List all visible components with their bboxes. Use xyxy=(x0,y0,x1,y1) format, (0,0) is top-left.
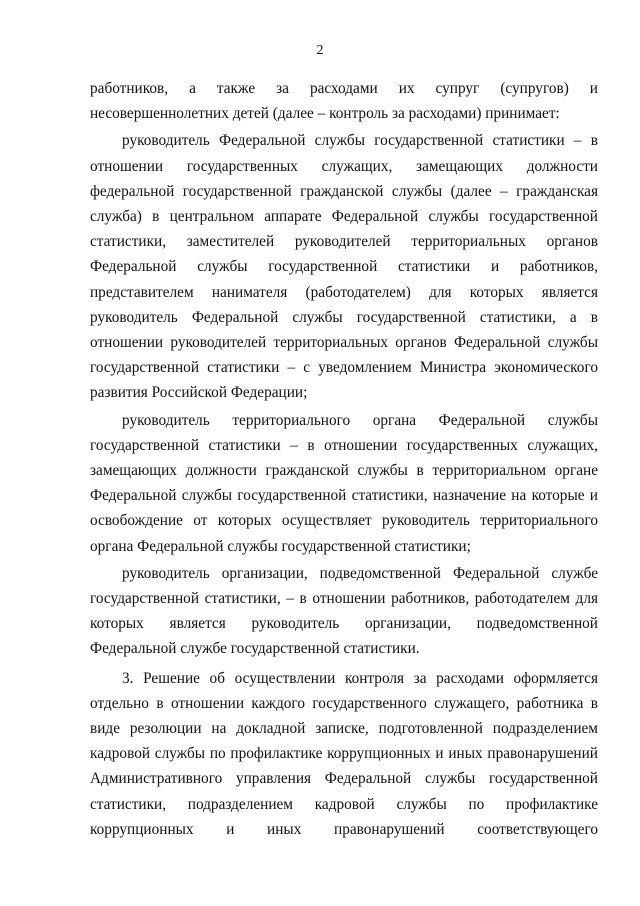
paragraph-head-of-organization: руководитель организации, подведомственной Федеральной службе государственной статистики, – в отношении работников, работодателем для которых является руководитель организации, подведомственной Федеральной службе государственной статистики. xyxy=(90,564,598,658)
paragraph-continuation: работников, а также за расходами их супруг (супругов) и несовершеннолетних детей (далее – контроль за расходами) принимает: xyxy=(90,80,598,123)
paragraph-item-3: 3. Решение об осуществлении контроля за расходами оформляется отдельно в отношении каждого государственного служащего, работника в виде резолюции на докладной записке, подготовленной подразделением кадровой службы по профилактике коррупционных и иных правонарушений Административного управления Федеральной службы государственной статистики, подразделением кадровой службы по профилактике коррупционных и иных правонарушений соответствующего xyxy=(90,669,598,838)
paragraph-head-of-territorial-body: руководитель территориального органа Федеральной службы государственной статистики – в отношении государственных служащих, замещающих должности гражданской службы в территориальном органе Федеральной службы государственной статистики, назначение на которые и освобождение от которых осуществляет руководитель территориального органа Федеральной службы государственной статистики; xyxy=(90,411,598,555)
paragraph-head-of-service: руководитель Федеральной службы государственной статистики – в отношении государственных служащих, замещающих должности федеральной государственной гражданской службы (далее – гражданская служба) в центральном аппарате Федеральной службы государственной статистики, заместителей руководителей территориальных органов Федеральной службы государственной статистики и работников, представителем нанимателя (работодателем) для которых является руководитель Федеральной службы государственной статистики, а в отношении руководителей территориальных органов Федеральной службы государственной статистики – с уведомлением Министра экономического развития Российской Федерации; xyxy=(90,132,598,402)
page-number: 2 xyxy=(316,43,324,58)
